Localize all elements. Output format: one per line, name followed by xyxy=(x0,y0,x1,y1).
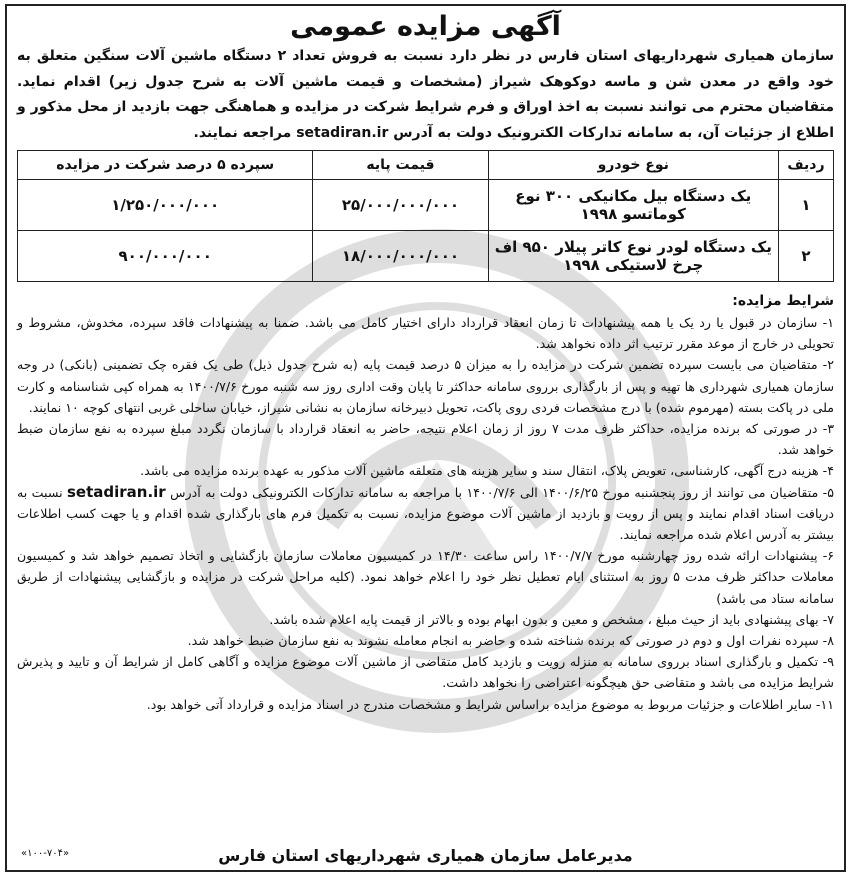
machinery-table xyxy=(17,150,834,282)
condition-item: ۱۱- سایر اطلاعات و جزئیات مربوط به موضوع مزایده براساس شرایط و مشخصات مندرج در اسناد مزایده و قرارداد آتی خواهد بود. xyxy=(146,696,834,712)
condition-item: ۴- هزینه درج آگهی، کارشناسی، تعویض پلاک، انتقال سند و سایر هزینه های متعلقه ماشین آلات مذکور به عهده برنده مزایده می باشد. xyxy=(140,463,834,479)
table-row xyxy=(18,180,834,231)
condition-5-text: ۵- متقاضیان می توانند از روز پنجشنبه مورخ ۱۴۰۰/۶/۲۵ الی ۱۴۰۰/۷/۶ با مراجعه به سامانه تدارکات الکترونیکی دولت به آدرس xyxy=(170,484,834,500)
base-price-cell: ۱۸/۰۰۰/۰۰۰/۰۰۰ xyxy=(313,231,488,282)
base-price-cell: ۲۵/۰۰۰/۰۰۰/۰۰۰ xyxy=(313,180,488,231)
condition-item: ۸- سپرده نفرات اول و دوم در صورتی که برنده شناخته شده و حاضر به انجام معامله نشوند به نفع سازمان ضبط خواهد شد. xyxy=(187,633,834,649)
site-address: setadiran.ir xyxy=(296,124,389,141)
notice-page xyxy=(5,4,846,872)
condition-item: ۶- پیشنهادات ارائه شده روز چهارشنبه مورخ ۱۴۰۰/۷/۷ راس ساعت ۱۴/۳۰ در کمیسیون معاملات سازمان بازگشایی و اتخاذ تصمیم خواهد شد و کمیسیون معاملات حداکثر ظرف مدت ۵ روز به استثنای ایام تعطیل نظر خود را اعلام خواهد نمود. (کلیه مراحل شرکت در مزایده و بازگشایی پیشنهادات از طریق سامانه ستاد می باشد) xyxy=(17,548,835,606)
table-row xyxy=(18,231,834,282)
col-header-deposit: سپرده ۵ درصد شرکت در مزایده xyxy=(18,151,313,180)
condition-item: ۳- در صورتی که برنده مزایده، حداکثر ظرف مدت ۷ روز از زمان اعلام نتیجه، حاضر به انعقاد قرارداد با سازمان نگردد مبلغ سپرده به نفع سازمان ضبط خواهد شد. xyxy=(17,421,834,458)
intro-paragraph xyxy=(17,44,834,146)
row-number: ۱ xyxy=(778,180,833,231)
col-header-base-price: قیمت پایه xyxy=(313,151,488,180)
condition-5-text-end: نسبت به دریافت اسناد اقدام نمایند و پس از رویت و بازدید از ماشین آلات موضوع مزایده، نسبت به تکمیل فرم های بارگذاری شده اقدام و یا جهت کسب اطلاعات بیشتر به آدرس اعلام شده مراجعه نمایند. xyxy=(17,484,834,543)
deposit-cell: ۱/۲۵۰/۰۰۰/۰۰۰ xyxy=(18,180,313,231)
deposit-cell: ۹۰۰/۰۰۰/۰۰۰ xyxy=(18,231,313,282)
condition-item: ۲- متقاضیان می بایست سپرده تضمین شرکت در مزایده را به میزان ۵ درصد قیمت پایه (به شرح جدول ذیل) طی یک فقره چک تضمینی (بانکی) در وجه سازمان همیاری شهرداری ها تهیه و پس از بارگذاری برروی سامانه حداکثر تا پایان وقت اداری روز سه شنبه مورخ ۱۴۰۰/۷/۶ به همراه کپی شناسنامه و کارت ملی در پاکت بسته (مهرموم شده) با درج مشخصات فردی روی پاکت، تحویل دبیرخانه سازمان به نشانی شیراز، خیابان ساحلی غربی انتهای کوچه ۱۰ نمایند. xyxy=(17,357,835,415)
table-header-row xyxy=(18,151,834,180)
row-number: ۲ xyxy=(778,231,833,282)
condition-5-site: setadiran.ir xyxy=(67,482,166,501)
intro-text: سازمان همیاری شهرداریهای استان فارس در نظر دارد نسبت به فروش تعداد ۲ دستگاه ماشین آلات سنگین متعلق به خود واقع در معدن شن و ماسه دوکوهک شیراز (مشخصات و قیمت ماشین آلات به شرح جدول زیر) اقدام نماید. متقاضیان محترم می توانند نسبت به اخذ اوراق و فرم شرایط شرکت در مزایده و هماهنگی جهت بازدید از محل مذکور و اطلاع از جزئیات آن، به سامانه تدارکات الکترونیک دولت به آدرس xyxy=(17,48,834,141)
intro-closing: مراجعه نمایند. xyxy=(193,124,292,141)
condition-item: ۱- سازمان در قبول یا رد یک یا همه پیشنهادات تا زمان انعقاد قرارداد دارای اختیار کامل می باشد. ضمنا به پیشنهادات فاقد سپرده، مخدوش، مشروط و تحویلی در خارج از موعد مقرر ترتیب اثر داده نخواهد شد. xyxy=(17,315,834,352)
condition-item-5 xyxy=(17,482,834,546)
condition-item: ۷- بهای پیشنهادی باید از حیث مبلغ ، مشخص و معین و بدون ابهام بوده و بالاتر از قیمت پایه اعلام شده باشد. xyxy=(269,611,834,627)
col-header-vehicle: نوع خودرو xyxy=(488,151,778,180)
page-title: آگهی مزایده عمومی xyxy=(290,11,561,42)
vehicle-cell: یک دستگاه لودر نوع کاتر پیلار ۹۵۰ اف چرخ لاستیکی ۱۹۹۸ xyxy=(488,231,778,282)
notice-code: «۱۰۰-۷۰۴» xyxy=(21,848,70,859)
footer xyxy=(7,840,844,870)
condition-item: ۹- تکمیل و بارگذاری اسناد برروی سامانه به منزله رویت و بازدید کامل متقاضی از ماشین آلات موضوع مزایده و آگاهی کامل از شرایط آن و تایید و پذیرش شرایط مزایده می باشد و متقاضی حق هیچگونه اعتراضی را نخواهد داشت. xyxy=(17,654,834,691)
conditions-title: شرایط مزایده: xyxy=(732,293,834,309)
signature: مدیرعامل سازمان همیاری شهرداریهای استان فارس xyxy=(218,845,633,865)
col-header-row-number: ردیف xyxy=(778,151,833,180)
vehicle-cell: یک دستگاه بیل مکانیکی ۳۰۰ نوع کوماتسو ۱۹۹۸ xyxy=(488,180,778,231)
